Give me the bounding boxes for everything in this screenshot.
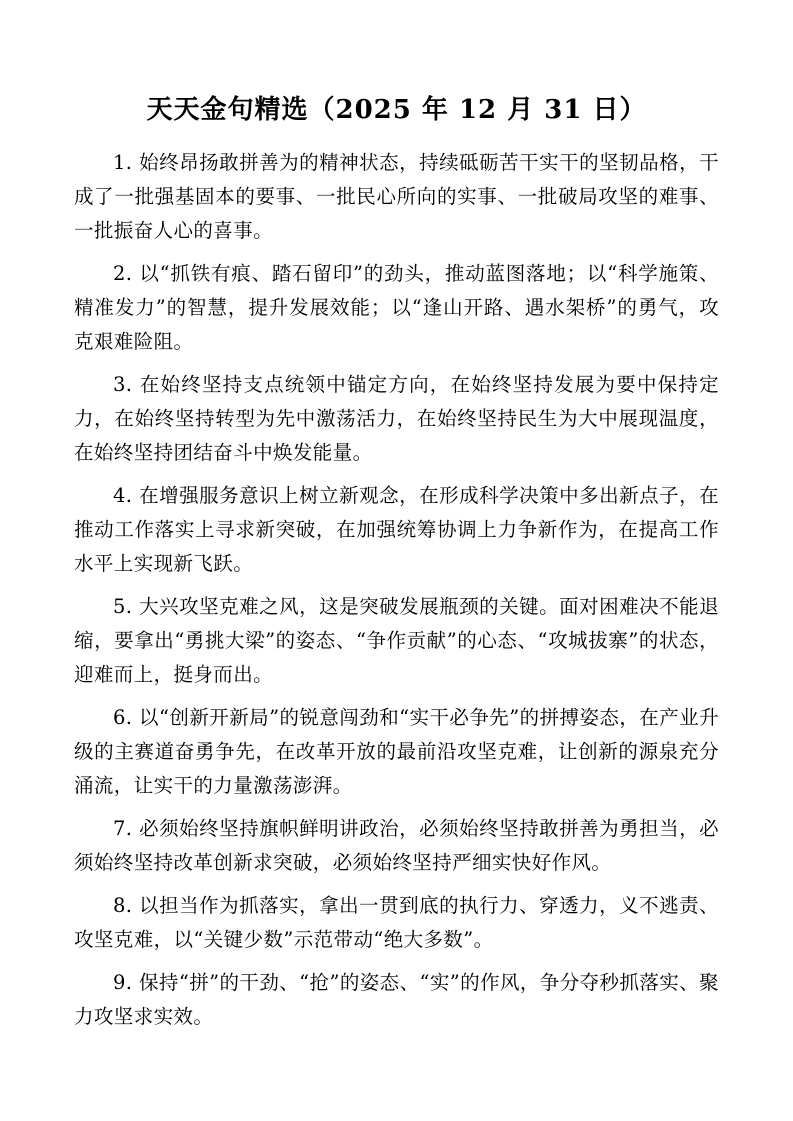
paragraph-3: 3. 在始终坚持支点统领中锚定方向，在始终坚持发展为要中保持定力，在始终坚持转型为先中激荡活力，在始终坚持民生为大中展现温度，在始终坚持团结奋斗中焕发能量。 [74, 373, 719, 465]
paragraph-1: 1. 始终昂扬敢拼善为的精神状态，持续砥砺苦干实干的坚韧品格，干成了一批强基固本的要事、一批民心所向的实事、一批破局攻坚的难事、一批振奋人心的喜事。 [74, 151, 719, 243]
paragraph-6: 6. 以“创新开新局”的锐意闯劲和“实干必争先”的拼搏姿态，在产业升级的主赛道奋勇争先，在改革开放的最前沿攻坚克难，让创新的源泉充分涌流，让实干的力量激荡澎湃。 [74, 706, 719, 798]
paragraph-7: 7. 必须始终坚持旗帜鲜明讲政治，必须始终坚持敢拼善为勇担当，必须始终坚持改革创新求突破，必须始终坚持严细实快好作风。 [74, 817, 719, 875]
paragraph-4: 4. 在增强服务意识上树立新观念，在形成科学决策中多出新点子，在推动工作落实上寻求新突破，在加强统筹协调上力争新作为，在提高工作水平上实现新飞跃。 [74, 484, 719, 576]
paragraph-8: 8. 以担当作为抓落实，拿出一贯到底的执行力、穿透力，义不逃责、攻坚克难，以“关键少数”示范带动“绝大多数”。 [74, 894, 719, 952]
paragraph-5: 5. 大兴攻坚克难之风，这是突破发展瓶颈的关键。面对困难决不能退缩，要拿出“勇挑大梁”的姿态、“争作贡献”的心态、“攻城拔寨”的状态，迎难而上，挺身而出。 [74, 595, 719, 687]
page-title: 天天金句精选（2025 年 12 月 31 日） [146, 95, 647, 125]
paragraph-2: 2. 以“抓铁有痕、踏石留印”的劲头，推动蓝图落地；以“科学施策、精准发力”的智慧，提升发展效能；以“逢山开路、遇水架桥”的勇气，攻克艰难险阻。 [74, 262, 719, 354]
paragraph-9: 9. 保持“拼”的干劲、“抢”的姿态、“实”的作风，争分夺秒抓落实、聚力攻坚求实效。 [74, 971, 719, 1029]
